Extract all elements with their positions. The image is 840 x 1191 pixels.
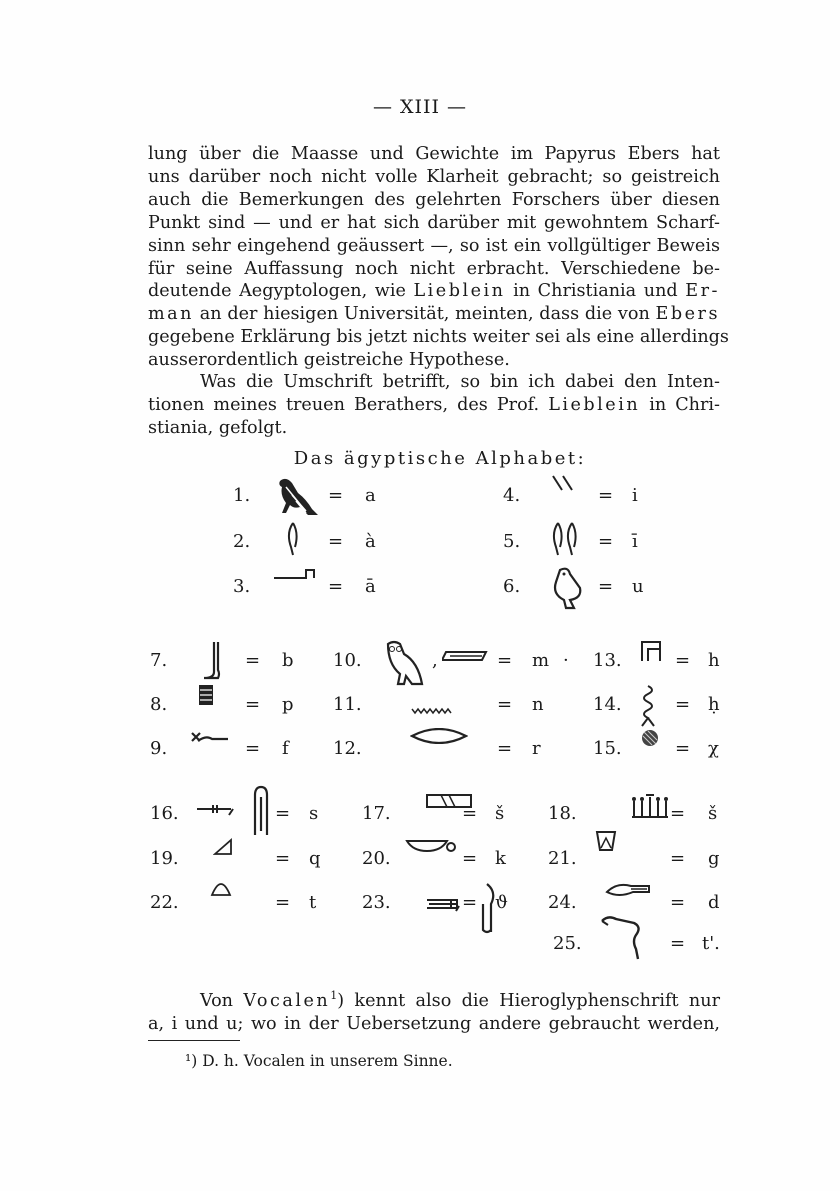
hieroglyph-placenta-icon	[640, 728, 660, 752]
alphabet-number: 20.	[362, 848, 391, 869]
emphasized-name: man	[148, 304, 195, 325]
alphabet-number: 9.	[150, 738, 168, 759]
footnote-text: D. h. Vocalen in unserem Sinne.	[202, 1052, 453, 1070]
equals-sign: =	[245, 694, 261, 715]
alphabet-number: 24.	[548, 892, 577, 913]
hieroglyph-double-reed-icon	[550, 521, 582, 561]
transliteration-value: a	[365, 485, 376, 506]
equals-sign: =	[497, 738, 513, 759]
transliteration-value: b	[282, 650, 294, 671]
text-line: Punkt sind — und er hat sich darüber mit gewohntem Scharf-	[148, 212, 720, 233]
footnote-marker: ¹)	[185, 1052, 198, 1070]
text-run: Von	[200, 990, 234, 1011]
hieroglyph-wick-icon	[640, 684, 656, 732]
alphabet-title: Das ägyptische Alphabet:	[293, 448, 587, 469]
alphabet-number: 21.	[548, 848, 577, 869]
transliteration-value: à	[365, 531, 376, 552]
emphasized-name: Lieblein	[413, 281, 506, 302]
text-line: lung über die Maasse und Gewichte im Papyrus Ebers hat	[148, 144, 720, 164]
equals-sign: =	[328, 576, 344, 597]
paragraph-3	[148, 985, 720, 1036]
hieroglyph-bolt-icon	[195, 785, 275, 841]
hieroglyph-hill-icon	[213, 838, 233, 860]
hieroglyph-bread-icon	[210, 882, 232, 901]
equals-sign: =	[598, 531, 614, 552]
alphabet-number: 15.	[593, 738, 622, 759]
transliteration-value: r	[532, 738, 541, 759]
alphabet-number: 18.	[548, 803, 577, 824]
equals-sign: =	[275, 848, 291, 869]
transliteration-value: k	[495, 848, 506, 869]
hieroglyph-shelter-icon	[640, 640, 662, 666]
transliteration-value: χ	[708, 738, 719, 759]
text-line: ausserordentlich geistreiche Hypothese.	[148, 350, 510, 371]
transliteration-value: ϑ	[495, 892, 508, 913]
alphabet-number: 4.	[503, 485, 521, 506]
hieroglyph-vulture-icon	[272, 475, 320, 523]
text-line: uns darüber noch nicht volle Klarheit gebracht; so geistreich	[148, 166, 720, 187]
paragraph-2	[148, 371, 720, 440]
transliteration-value: q	[309, 848, 321, 869]
alphabet-number: 11.	[333, 694, 362, 715]
equals-sign: =	[670, 892, 686, 913]
glyph-separator: ,	[432, 650, 438, 671]
transliteration-value: t'.	[702, 933, 720, 954]
transliteration-value: u	[632, 576, 644, 597]
emphasized-name: Ebers	[655, 304, 720, 325]
footnote	[185, 1052, 453, 1070]
equals-sign: =	[598, 485, 614, 506]
equals-sign: =	[245, 738, 261, 759]
alphabet-number: 17.	[362, 803, 391, 824]
transliteration-value: f	[282, 738, 289, 759]
equals-sign: =	[497, 650, 513, 671]
alphabet-number: 14.	[593, 694, 622, 715]
text-run: ) kennt also die Hieroglyphenschrift nur	[337, 990, 720, 1011]
transliteration-value: i	[632, 485, 638, 506]
hieroglyph-field-icon	[630, 793, 670, 823]
equals-sign: =	[670, 848, 686, 869]
hieroglyph-pool-m-icon	[442, 648, 488, 667]
page-header: — XIII —	[372, 96, 468, 118]
emphasized-name: Er-	[685, 281, 720, 302]
alphabet-number: 22.	[150, 892, 179, 913]
transliteration-value: t	[309, 892, 317, 913]
equals-sign: =	[670, 933, 686, 954]
hieroglyph-stool-icon	[198, 684, 214, 710]
transliteration-value: š	[708, 803, 718, 824]
dot-mark: ·	[563, 650, 569, 671]
text-line: gegebene Erklärung bis jetzt nichts weiter sei als eine allerdings	[148, 327, 729, 348]
hieroglyph-cobra-icon	[600, 915, 648, 965]
equals-sign: =	[245, 650, 261, 671]
alphabet-number: 10.	[333, 650, 362, 671]
text-line: stiania, gefolgt.	[148, 417, 288, 438]
emphasized-word: Vocalen	[243, 990, 331, 1011]
transliteration-value: ḥ	[708, 694, 720, 715]
hieroglyph-mouth-icon	[410, 728, 468, 748]
equals-sign: =	[328, 485, 344, 506]
alphabet-number: 3.	[233, 576, 251, 597]
equals-sign: =	[675, 650, 691, 671]
hieroglyph-leg-icon	[200, 640, 226, 686]
equals-sign: =	[275, 892, 291, 913]
equals-sign: =	[497, 694, 513, 715]
alphabet-number: 7.	[150, 650, 168, 671]
alphabet-number: 19.	[150, 848, 179, 869]
text-line: man an der hiesigen Universität, meinten, dass die von Ebers	[148, 304, 720, 325]
transliteration-value: š	[495, 803, 505, 824]
transliteration-value: g	[708, 848, 720, 869]
alphabet-number: 1.	[233, 485, 251, 506]
text-line: sinn sehr eingehend geäussert —, so ist ein vollgültiger Beweis	[148, 235, 720, 256]
equals-sign: =	[670, 803, 686, 824]
footnote-mark: 1	[330, 989, 338, 1002]
text-line: tionen meines treuen Berathers, des Prof. Lieblein in Chri-	[148, 394, 720, 415]
text-line	[148, 985, 720, 1013]
paragraph-1	[148, 143, 729, 372]
alphabet-number: 23.	[362, 892, 391, 913]
text-line: deutende Aegyptologen, wie Lieblein in Christiania und Er-	[148, 281, 720, 302]
alphabet-number: 6.	[503, 576, 521, 597]
transliteration-value: ī	[632, 531, 638, 552]
transliteration-value: m	[532, 650, 550, 671]
alphabet-number: 13.	[593, 650, 622, 671]
text-line: a, i und u; wo in der Uebersetzung andere gebraucht werden,	[148, 1013, 720, 1034]
hieroglyph-water-icon	[410, 701, 454, 720]
equals-sign: =	[598, 576, 614, 597]
alphabet-number: 5.	[503, 531, 521, 552]
alphabet-number: 25.	[553, 933, 582, 954]
transliteration-value: ā	[365, 576, 376, 597]
alphabet-number: 12.	[333, 738, 362, 759]
hieroglyph-hand-icon	[605, 882, 653, 902]
alphabet-number: 8.	[150, 694, 168, 715]
hieroglyph-reed-icon	[285, 521, 301, 561]
hieroglyph-basket-icon	[405, 838, 457, 858]
equals-sign: =	[462, 848, 478, 869]
hieroglyph-owl-icon	[380, 640, 426, 694]
hieroglyph-stand-icon	[595, 830, 617, 856]
text-line: Was die Umschrift betrifft, so bin ich dabei den Inten-	[200, 372, 720, 392]
alphabet-number: 16.	[150, 803, 179, 824]
equals-sign: =	[675, 738, 691, 759]
hieroglyph-strokes-icon	[550, 475, 576, 495]
equals-sign: =	[275, 803, 291, 824]
equals-sign: =	[462, 803, 478, 824]
equals-sign: =	[675, 694, 691, 715]
transliteration-value: p	[282, 694, 294, 715]
footnote-rule	[148, 1040, 240, 1041]
transliteration-value: n	[532, 694, 544, 715]
emphasized-name: Lieblein	[548, 394, 641, 415]
alphabet-number: 2.	[233, 531, 251, 552]
hieroglyph-viper-icon	[190, 728, 230, 747]
hieroglyph-quail-chick-icon	[550, 566, 584, 614]
transliteration-value: h	[708, 650, 720, 671]
transliteration-value: d	[708, 892, 720, 913]
text-line: auch die Bemerkungen des gelehrten Forschers über diesen	[148, 189, 720, 210]
equals-sign: =	[462, 892, 478, 913]
equals-sign: =	[328, 531, 344, 552]
transliteration-value: s	[309, 803, 319, 824]
text-line: für seine Auffassung noch nicht erbracht. Verschiedene be-	[148, 258, 720, 279]
hieroglyph-arm-icon	[272, 566, 318, 586]
